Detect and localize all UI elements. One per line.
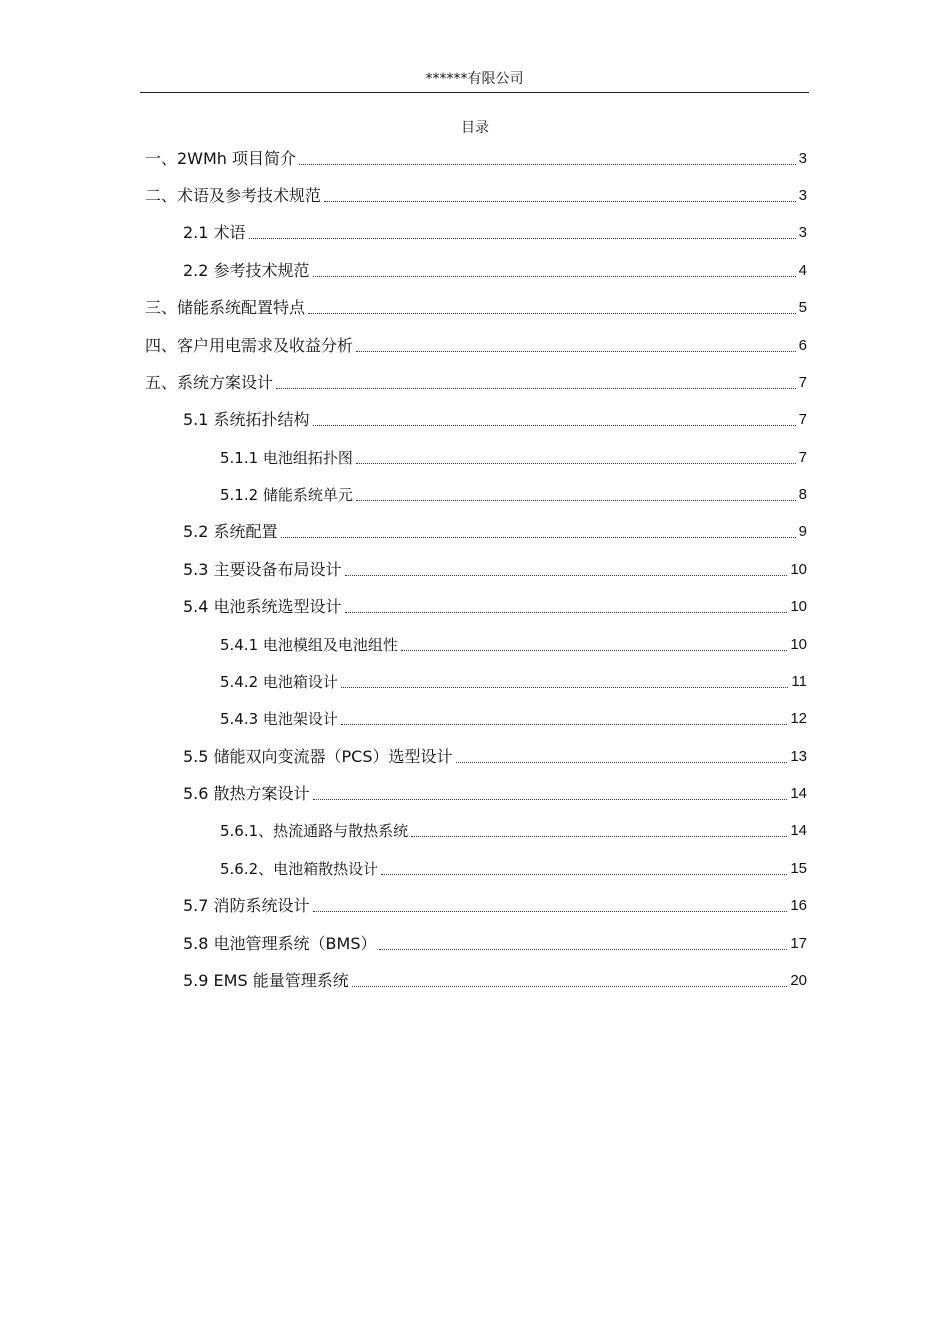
toc-entry[interactable] bbox=[183, 592, 807, 618]
toc-entry-label: 5.2 系统配置 bbox=[183, 522, 278, 541]
toc-leader-dots bbox=[341, 723, 787, 725]
toc-entry-label: 四、客户用电需求及收益分析 bbox=[145, 336, 354, 355]
toc-page-number: 7 bbox=[798, 449, 807, 466]
toc-entry[interactable] bbox=[183, 555, 807, 581]
toc-entry[interactable] bbox=[183, 929, 807, 955]
toc-page-number: 16 bbox=[790, 897, 807, 914]
toc-page-number: 3 bbox=[798, 224, 807, 241]
toc-entry[interactable] bbox=[183, 405, 807, 431]
toc-entry[interactable] bbox=[220, 630, 807, 656]
toc-page-number: 9 bbox=[798, 523, 807, 540]
toc-page-number: 3 bbox=[798, 187, 807, 204]
toc-entry-label: 5.1.1 电池组拓扑图 bbox=[220, 449, 353, 467]
toc-entry-label: 5.4.3 电池架设计 bbox=[220, 710, 338, 728]
toc-leader-dots bbox=[299, 163, 796, 165]
toc-entry-label: 5.1.2 储能系统单元 bbox=[220, 486, 353, 504]
toc-leader-dots bbox=[381, 873, 787, 875]
toc-page-number: 11 bbox=[791, 673, 807, 690]
toc-page-number: 10 bbox=[790, 561, 807, 578]
toc-entry[interactable] bbox=[220, 704, 807, 730]
toc-entry-label: 二、术语及参考技术规范 bbox=[145, 186, 322, 205]
toc-entry[interactable] bbox=[220, 816, 807, 842]
toc-leader-dots bbox=[401, 649, 787, 651]
toc-leader-dots bbox=[356, 462, 796, 464]
toc-entry[interactable] bbox=[183, 517, 807, 543]
toc-page-number: 14 bbox=[790, 785, 807, 802]
toc-leader-dots bbox=[356, 350, 796, 352]
toc-page-number: 10 bbox=[790, 598, 807, 615]
toc-leader-dots bbox=[379, 948, 787, 950]
toc-entry[interactable] bbox=[145, 144, 807, 170]
toc-leader-dots bbox=[345, 574, 788, 576]
toc-leader-dots bbox=[313, 424, 796, 426]
toc-page-number: 12 bbox=[790, 710, 807, 727]
toc-leader-dots bbox=[324, 200, 796, 202]
toc-entry[interactable] bbox=[145, 331, 807, 357]
toc-entry-label: 2.2 参考技术规范 bbox=[183, 261, 310, 280]
toc-entry[interactable] bbox=[145, 368, 807, 394]
toc-entry[interactable] bbox=[220, 854, 807, 880]
toc-entry-label: 5.6 散热方案设计 bbox=[183, 784, 310, 803]
toc-leader-dots bbox=[281, 536, 796, 538]
toc-entry-label: 5.1 系统拓扑结构 bbox=[183, 410, 310, 429]
toc-leader-dots bbox=[313, 798, 788, 800]
toc-entry-label: 三、储能系统配置特点 bbox=[145, 298, 306, 317]
toc-leader-dots bbox=[341, 686, 788, 688]
toc-leader-dots bbox=[308, 312, 796, 314]
toc-entry[interactable] bbox=[183, 891, 807, 917]
header-company-name: ******有限公司 bbox=[425, 71, 524, 87]
toc-page-number: 6 bbox=[798, 337, 807, 354]
toc-entry-label: 5.4 电池系统选型设计 bbox=[183, 597, 342, 616]
toc-page-number: 5 bbox=[798, 299, 807, 316]
toc-entry-label: 5.7 消防系统设计 bbox=[183, 896, 310, 915]
toc-entry-label: 5.4.1 电池模组及电池组性 bbox=[220, 636, 398, 654]
toc-leader-dots bbox=[411, 835, 787, 837]
toc-entry-label: 5.8 电池管理系统（BMS） bbox=[183, 934, 377, 953]
toc-page-number: 4 bbox=[798, 262, 807, 279]
toc-page-number: 3 bbox=[798, 150, 807, 167]
toc-entry[interactable] bbox=[183, 218, 807, 244]
toc-entry-label: 5.6.2、电池箱散热设计 bbox=[220, 860, 379, 878]
toc-leader-dots bbox=[352, 985, 788, 987]
toc-leader-dots bbox=[313, 910, 788, 912]
toc-leader-dots bbox=[456, 761, 788, 763]
toc-entry-label: 5.4.2 电池箱设计 bbox=[220, 673, 338, 691]
toc-page-number: 7 bbox=[798, 374, 807, 391]
toc-entry[interactable] bbox=[183, 742, 807, 768]
toc-leader-dots bbox=[276, 387, 796, 389]
toc-entry-label: 5.9 EMS 能量管理系统 bbox=[183, 971, 349, 990]
toc-entry-label: 五、系统方案设计 bbox=[145, 373, 274, 392]
toc-entry-label: 一、2WMh 项目简介 bbox=[145, 149, 297, 168]
toc-leader-dots bbox=[249, 237, 796, 239]
toc-page-number: 13 bbox=[790, 748, 807, 765]
toc-page-number: 17 bbox=[790, 935, 807, 952]
toc-leader-dots bbox=[313, 275, 796, 277]
toc-entry[interactable] bbox=[220, 667, 807, 693]
toc-title: 目录 bbox=[461, 120, 489, 136]
toc-page-number: 20 bbox=[790, 972, 807, 989]
toc-entry[interactable] bbox=[183, 256, 807, 282]
toc-page-number: 14 bbox=[790, 822, 807, 839]
toc-entry[interactable] bbox=[183, 966, 807, 992]
toc-entry-label: 5.3 主要设备布局设计 bbox=[183, 560, 342, 579]
toc-entry[interactable] bbox=[220, 480, 807, 506]
toc-entry[interactable] bbox=[183, 779, 807, 805]
toc-entry-label: 5.6.1、热流通路与散热系统 bbox=[220, 822, 409, 840]
toc-page-number: 8 bbox=[798, 486, 807, 503]
toc-page-number: 15 bbox=[790, 860, 807, 877]
toc-page-number: 7 bbox=[798, 411, 807, 428]
toc-entry-label: 2.1 术语 bbox=[183, 223, 246, 242]
toc-leader-dots bbox=[345, 611, 788, 613]
toc-entry[interactable] bbox=[145, 293, 807, 319]
toc-leader-dots bbox=[356, 499, 796, 501]
toc-entry[interactable] bbox=[220, 443, 807, 469]
toc-page-number: 10 bbox=[790, 636, 807, 653]
toc-entry-label: 5.5 储能双向变流器（PCS）选型设计 bbox=[183, 747, 453, 766]
page-header bbox=[140, 66, 809, 93]
toc-entry[interactable] bbox=[145, 181, 807, 207]
